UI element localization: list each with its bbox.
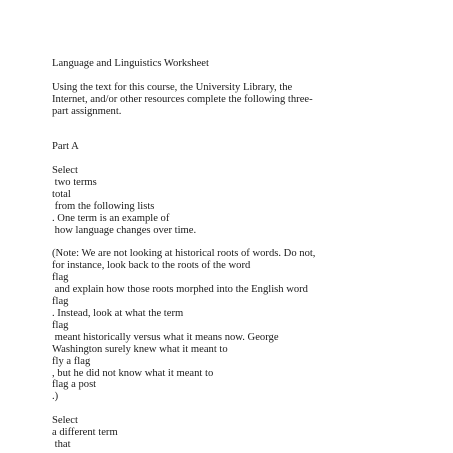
instruction-line: that [52,438,71,450]
note-line: flag a post [52,379,97,391]
instruction-line: Select [52,415,78,427]
selection-instructions [52,165,402,236]
intro-paragraph [52,82,402,118]
note-line: , but he did not know what it meant to [52,367,214,379]
note-line: meant historically versus what it means now. George [52,331,279,343]
note-line: fly a flag [52,355,91,367]
second-selection-paragraph [52,415,402,451]
intro-line: part assignment. [52,105,122,117]
note-line: (Note: We are not looking at historical roots of words. Do not, [52,248,316,260]
note-paragraph [52,248,402,403]
document-body [52,58,402,451]
note-line: flag [52,272,69,284]
instruction-line: how language changes over time. [52,224,197,236]
note-line: for instance, look back to the roots of the word [52,260,251,272]
note-line: Washington surely knew what it meant to [52,343,228,355]
instruction-line: total [52,188,71,200]
instruction-line: two terms [52,177,97,189]
instruction-line: from the following lists [52,200,155,212]
note-line: .) [52,391,59,403]
document-title: Language and Linguistics Worksheet [52,58,209,69]
instruction-line: a different term [52,427,118,439]
part-heading: Part A [52,141,79,153]
note-line: flag [52,319,69,331]
note-line: . Instead, look at what the term [52,307,184,319]
intro-line: Using the text for this course, the University Library, the [52,81,293,93]
note-line: flag [52,296,69,308]
intro-line: Internet, and/or other resources complete the following three- [52,93,313,105]
instruction-line: . One term is an example of [52,212,170,224]
instruction-line: Select [52,165,78,177]
note-line: and explain how those roots morphed into the English word [52,284,308,296]
